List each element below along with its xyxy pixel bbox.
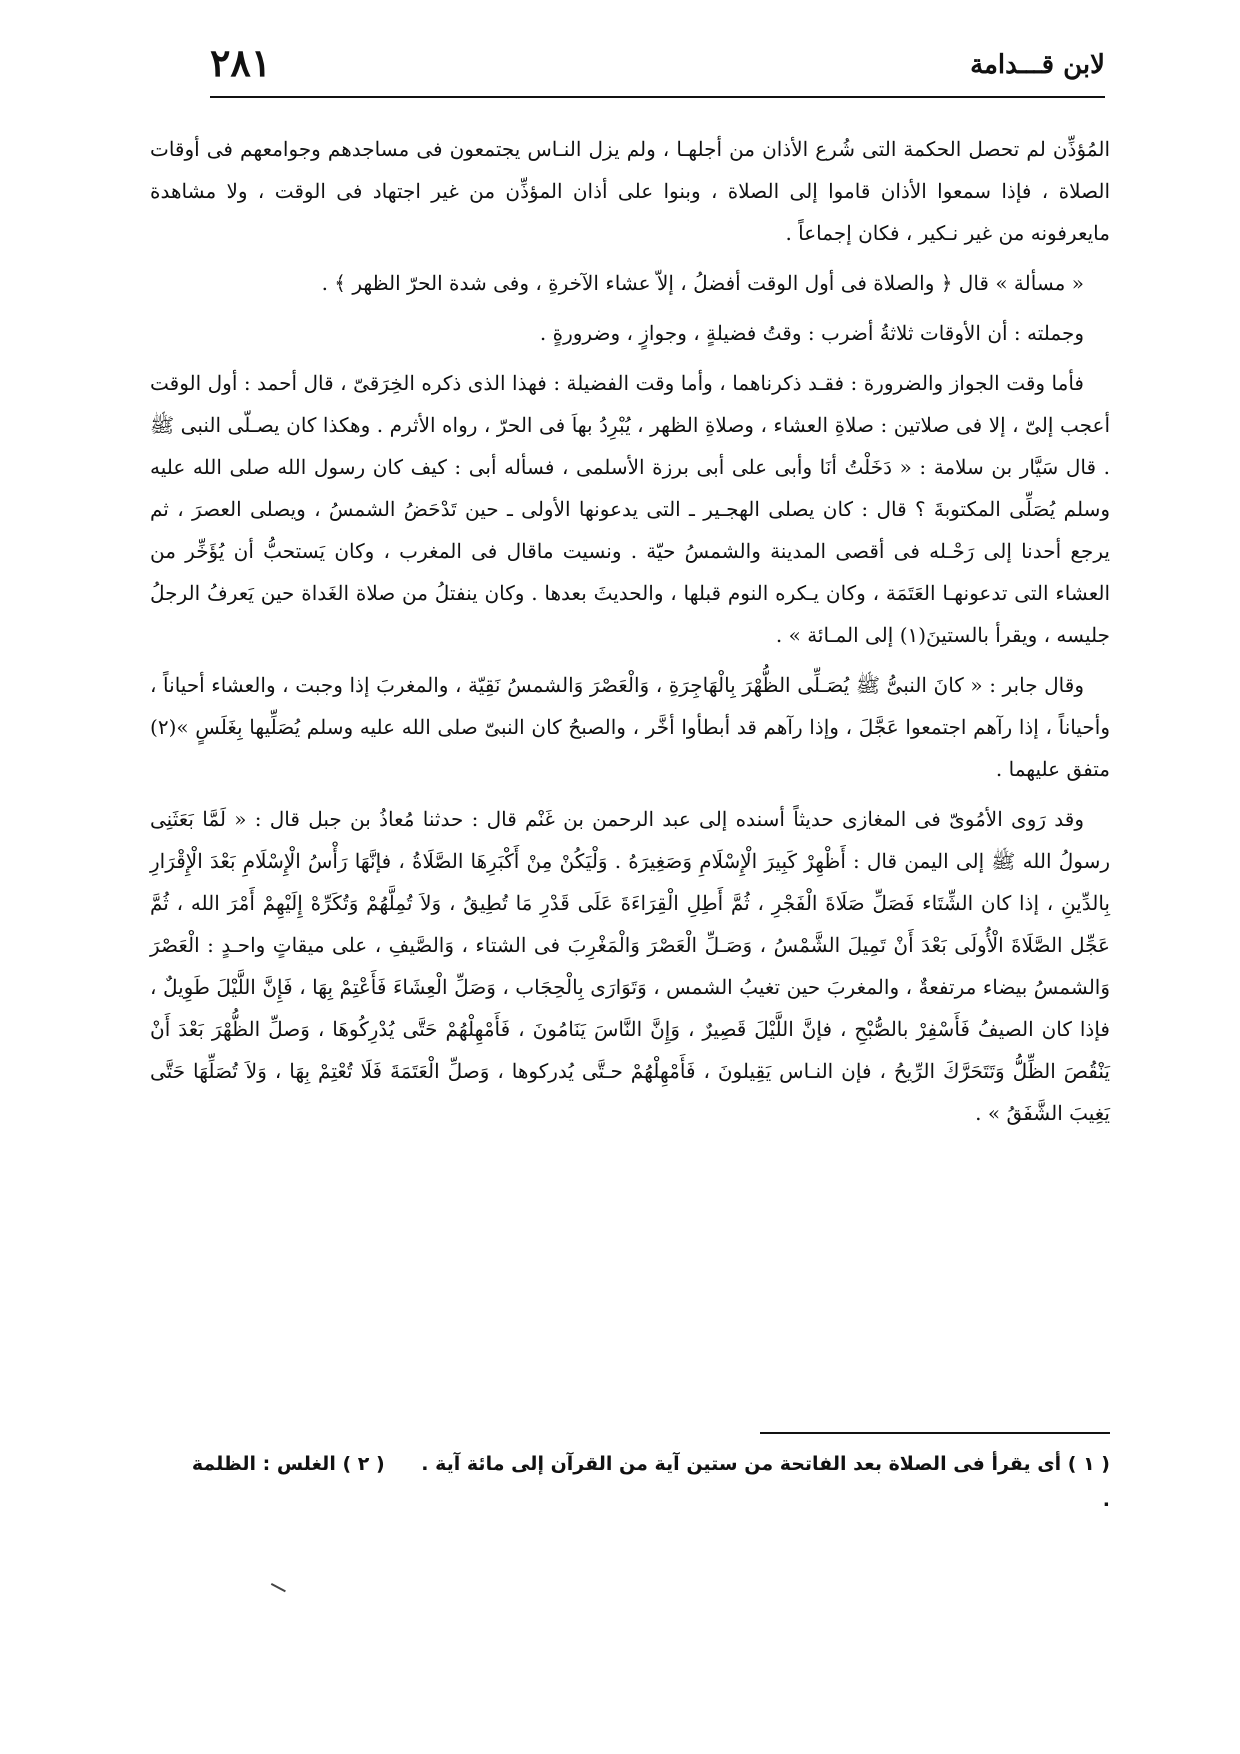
page-number: ٢٨١	[210, 40, 272, 85]
paragraph: المُؤذِّن لم تحصل الحكمة التى شُرع الأذان من أجلهـا ، ولم يزل النـاس يجتمعون فى مساجدهم وجوامعهم فى أوقات الصلاة ، فإذا سمعوا الأذان قاموا إلى الصلاة ، وبنوا على أذان المؤذِّن من غير اجتهاد فى الوقت ، ولا مشاهدة مايعرفونه من غير نـكير ، فكان إجماعاً .	[150, 137, 1110, 245]
paragraph: فأما وقت الجواز والضرورة : فقـد ذكرناهما ، وأما وقت الفضيلة : فهذا الذى ذكره الخِرَقىّ ، قال أحمد : أول الوقت أعجب إلىّ ، إلا فى صلاتين : صلاةِ العشاء ، وصلاةِ الظهر ، يُبْرِدُ بهاَ فى الحرّ ، رواه الأثرم . وهكذا كان يصـلّى النبى ﷺ . قال سَيَّار بن سلامة : « دَخَلْتُ أنَا وأبى على أبى برزة الأسلمى ، فسأله أبى : كيف كان رسول الله صلى الله عليه وسلم يُصَلِّى المكتوبةَ ؟ قال : كان يصلى الهجـير ـ التى يدعونها الأولى ـ حين تَدْحَضُ الشمسُ ، ويصلى العصرَ ، ثم يرجع أحدنا إلى رَحْـله فى أقصى المدينة والشمسُ حيّة . ونسيت ماقال فى المغرب ، وكان يَستحبُّ أن يُؤَخِّر من العشاء التى تدعونهـا العَتَمَة ، وكان يـكره النوم قبلها ، والحديثَ بعدها . وكان ينفتلُ من صلاة الغَداة حين يَعرفُ الرجلُ جليسه ، ويقرأ بالستينَ(١) إلى المـائة » .	[150, 371, 1110, 647]
footnote: ( ٢ ) الغلس : الظلمة .	[191, 1453, 1110, 1511]
paragraph: وجملته : أن الأوقات ثلاثةُ أضرب : وقتُ فضيلةٍ ، وجوازٍ ، وضرورةٍ .	[539, 321, 1084, 345]
body-text	[150, 128, 1110, 1142]
stray-mark	[266, 1583, 286, 1601]
header-divider	[210, 96, 1105, 98]
paragraph: وقد رَوى الأمُوىّ فى المغازى حديثاً أسنده إلى عبد الرحمن بن غَنْم قال : حدثنا مُعاذُ بن جبل قال : « لَمَّا بَعَثَنِى رسولُ الله ﷺ إلى اليمن قال : أَظْهِرْ كَبِيرَ الْإِسْلَامِ وَصَغِيرَهُ . وَلْيَكُنْ مِنْ أَكْبَرِهَا الصَّلَاةُ ، فإنَّهَا رَأْسُ الْإِسْلَامِ بَعْدَ الْإِقْرَارِ بِالدِّينِ ، إذا كان الشِّتَاء فَصَلِّ صَلَاةَ الْفَجْرِ ، ثُمَّ أَطِلِ الْقِرَاءَةَ عَلَى قَدْرِ مَا تُطِيقُ ، وَلاَ تُمِلَّهُمْ وَتُكَرِّهْ إِلَيْهِمْ أَمْرَ الله ، ثُمَّ عَجِّل الصَّلَاةَ الْأُولَى بَعْدَ أَنْ تَمِيلَ الشَّمْسُ ، وَصَـلِّ الْعَصْرَ وَالْمَغْرِبَ فى الشتاء ، وَالصَّيفِ ، على ميقاتٍ واحـدٍ : الْعَصْرَ وَالشمسُ بيضاء مرتفعةٌ ، والمغربَ حين تغيبُ الشمس ، وَتَوَارَى بِالْحِجَاب ، وَصَلِّ الْعِشَاءَ فَأَعْتِمْ بِهَا ، فَإِنَّ اللَّيْلَ طَوِيلٌ ، فإذا كان الصيفُ فَأَسْفِرْ بالصُّبْحِ ، فإنَّ اللَّيْلَ قَصِيرٌ ، وَإِنَّ النَّاسَ يَنَامُونَ ، فَأَمْهِلْهُمْ حَتَّى يُدْرِكُوهَا ، وَصلِّ الظُّهْرَ بَعْدَ أَنْ يَنْقُصَ الظِّلُّ وَتَتَحَرَّكَ الرِّيحُ ، فإن النـاس يَقِيلونَ ، فَأَمْهِلْهُمْ حـتَّى يُدركوها ، وَصلِّ الْعَتَمَةَ فَلَا تُعْتِمْ بِهَا ، وَلاَ تُصَلِّهَا حَتَّى يَغِيبَ الشَّفَقُ » .	[150, 807, 1110, 1125]
page-header	[210, 40, 1105, 98]
footnote: ( ١ ) أى يقرأ فى الصلاة بعد الفاتحة من ستين آية من القرآن إلى مائة آية .	[421, 1453, 1110, 1475]
paragraph: « مسألة » قال ﴿ والصلاة فى أول الوقت أفضلُ ، إلاّ عشاء الآخرةِ ، وفى شدة الحرّ الظهر ﴾ .	[321, 271, 1084, 295]
running-title: لابن قـــدامة	[970, 50, 1105, 80]
footnotes	[150, 1446, 1110, 1518]
paragraph: وقال جابر : « كانَ النبىُّ ﷺ يُصَـلِّى الظُّهْرَ بِالْهَاجِرَةِ ، وَالْعَصْرَ وَالشمسُ نَقِيّة ، والمغربَ إذا وجبت ، والعشاء أحياناً ، وأحياناً ، إذا رآهم اجتمعوا عَجَّلَ ، وإذا رآهم قد أبطأوا أخَّر ، والصبحُ كان النبىّ صلى الله عليه وسلم يُصَلِّيها بِغَلَسٍ »(٢) متفق عليهما .	[150, 673, 1110, 781]
footnote-divider	[760, 1432, 1110, 1434]
